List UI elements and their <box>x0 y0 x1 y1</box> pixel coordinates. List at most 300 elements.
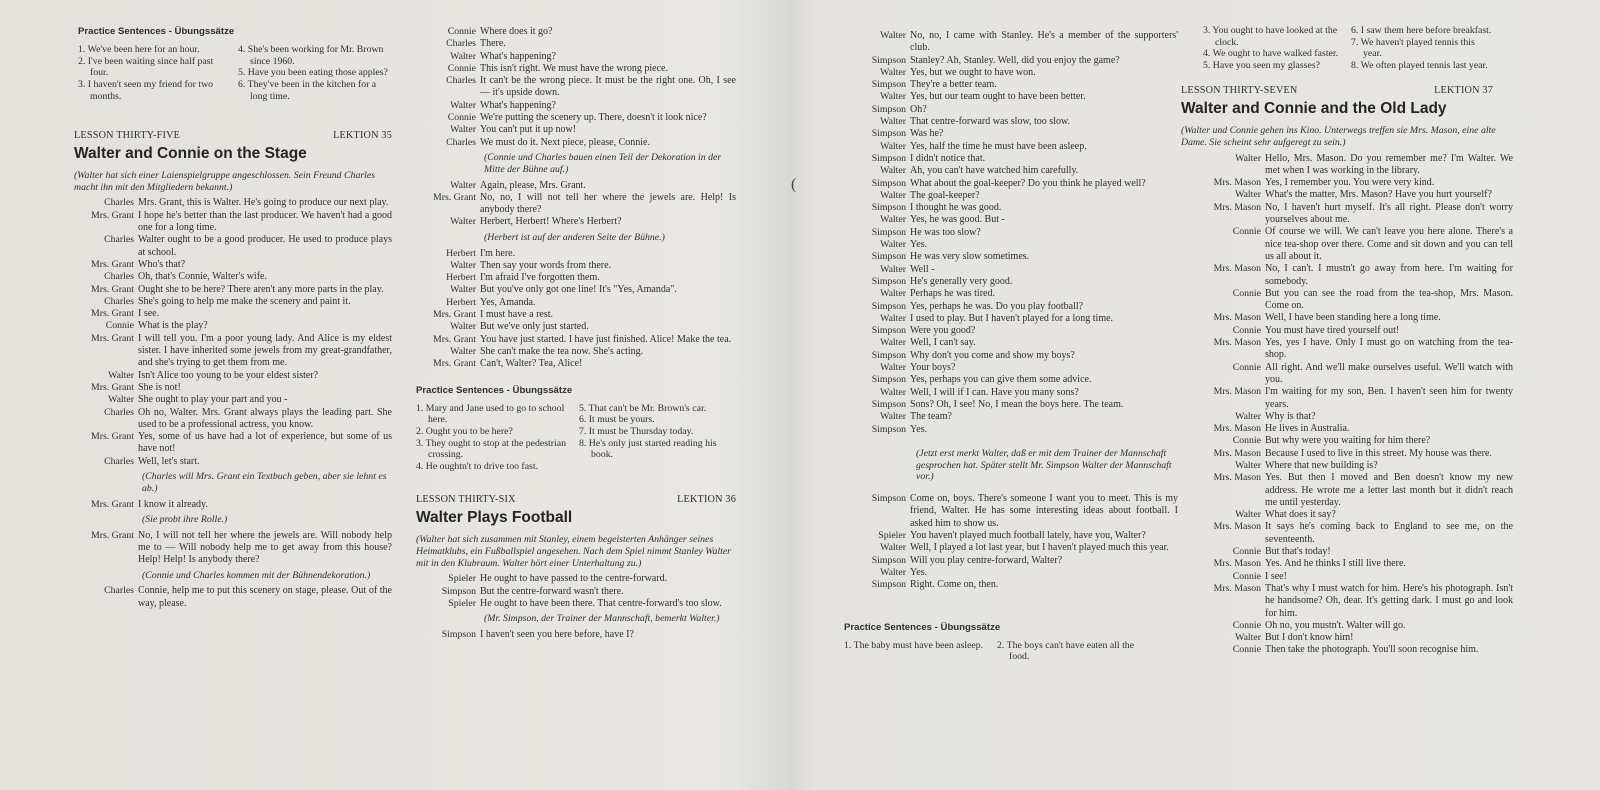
practice-sentence: 6. It must be yours. <box>579 414 655 426</box>
speaker-name: Connie <box>1232 287 1261 299</box>
dialogue-line <box>416 38 736 50</box>
dialogue-text: Because I used to live in this street. My house was there. <box>1265 447 1492 459</box>
practice-sentences <box>78 44 392 102</box>
dialogue-text: I'm here. <box>480 247 516 259</box>
dialogue-text: You have just started. I have just finished. Alice! Make the tea. <box>480 333 732 345</box>
speaker-name: Connie <box>447 112 476 124</box>
speaker-name: Connie <box>1232 324 1261 336</box>
dialogue-line <box>1203 423 1513 435</box>
speaker-name: Walter <box>450 50 476 62</box>
stage-direction: (Herbert ist auf der anderen Seite der Bühne.) <box>484 231 665 243</box>
practice-sentence: 2. Ought you to be here? <box>416 426 513 437</box>
speaker-name: Mrs. Mason <box>1213 521 1261 533</box>
dialogue-line <box>860 288 1178 300</box>
speaker-name: Charles <box>104 295 134 307</box>
dialogue-text: But you've only got one line! It's "Yes, Amanda". <box>480 284 677 296</box>
speaker-name: Herbert <box>446 296 476 308</box>
practice-sentence: 5. Have you seen my glasses? <box>1203 59 1320 71</box>
speaker-name: Walter <box>880 337 906 349</box>
dialogue-text: Oh, that's Connie, Walter's wife. <box>138 271 267 283</box>
dialogue-line <box>860 128 1178 140</box>
speaker-name: Simpson <box>871 103 906 115</box>
dialogue-text: Right. Come on, then. <box>910 579 999 591</box>
dialogue-line <box>74 296 392 308</box>
speaker-name: Herbert <box>446 272 476 284</box>
stage-direction: (Connie und Charles bauen einen Teil der Dekoration in der Mitte der Bühne auf.) <box>484 151 722 175</box>
dialogue-text: I used to play. But I haven't played for a long time. <box>910 312 1114 324</box>
dialogue-text: Oh? <box>910 103 927 115</box>
speaker-name: Walter <box>108 394 134 406</box>
speaker-name: Connie <box>1232 619 1261 631</box>
dialogue-text: You haven't played much football lately, have you, Walter? <box>910 530 1146 542</box>
dialogue-text: Mrs. Grant, this is Walter. He's going to produce our next play. <box>138 197 389 209</box>
speaker-name: Charles <box>104 234 134 246</box>
dialogue-line <box>1203 435 1513 447</box>
speaker-name: Walter <box>1235 410 1261 422</box>
dialogue-text: Yes, but we ought to have won. <box>910 66 1036 78</box>
speaker-name: Connie <box>1232 570 1261 582</box>
speaker-name: Walter <box>880 214 906 226</box>
dialogue-text: It can't be the wrong piece. It must be the right one. Oh, I see — it's upside down. <box>480 75 736 99</box>
dialogue-line <box>1203 288 1513 313</box>
dialogue-line <box>1203 325 1513 337</box>
speaker-name: Mrs. Grant <box>91 258 134 270</box>
dialogue-block <box>74 530 392 567</box>
dialogue-text: What's the matter, Mrs. Mason? Have you hurt yourself? <box>1265 189 1492 201</box>
dialogue-line <box>1203 386 1513 411</box>
speaker-name: Walter <box>880 116 906 128</box>
dialogue-text: We must do it. Next piece, please, Connie. <box>480 136 650 148</box>
practice-sentence: 3. They ought to stop at the pedestrian crossing. <box>416 437 567 461</box>
dialogue-text: He lives in Australia. <box>1265 423 1350 435</box>
dialogue-text: She's going to help me make the scenery and paint it. <box>138 295 351 307</box>
speaker-name: Simpson <box>871 128 906 140</box>
speaker-name: Walter <box>880 386 906 398</box>
speaker-name: Walter <box>880 91 906 103</box>
dialogue-line <box>860 202 1178 214</box>
dialogue-text: Come on, boys. There's someone I want you to meet. This is my friend, Walter. He has some interesting ideas about football. I asked him to show us. <box>910 493 1178 529</box>
practice-heading: Practice Sentences - Übungssätze <box>78 26 235 37</box>
speaker-name: Simpson <box>871 398 906 410</box>
dialogue-line <box>860 153 1178 165</box>
practice-sentences <box>416 403 736 473</box>
practice-sentence: 8. He's only just started reading his book. <box>579 437 717 461</box>
dialogue-text: The team? <box>910 411 952 423</box>
dialogue-text: Perhaps he was tired. <box>910 288 995 300</box>
dialogue-line <box>860 55 1178 67</box>
dialogue-text: I will tell you. I'm a poor young lady. And Alice is my eldest sister. I have inherited some jewels from my great-grandfather, and she's trying to get them from me. <box>138 332 392 369</box>
dialogue-text: There. <box>480 38 506 50</box>
dialogue-line <box>860 251 1178 263</box>
speaker-name: Mrs. Mason <box>1213 423 1261 435</box>
speaker-name: Walter <box>450 259 476 271</box>
speaker-name: Simpson <box>871 374 906 386</box>
speaker-name: Simpson <box>871 54 906 66</box>
speaker-name: Mrs. Grant <box>433 358 476 370</box>
dialogue-line <box>1203 472 1513 509</box>
dialogue-text: Where that new building is? <box>1265 459 1378 471</box>
dialogue-block <box>416 180 736 229</box>
dialogue-line <box>416 586 736 598</box>
speaker-name: Mrs. Grant <box>91 283 134 295</box>
dialogue-text: She ought to play your part and you - <box>138 394 288 406</box>
practice-sentence: 2. I've been waiting since half past four. <box>78 55 214 79</box>
dialogue-text: Yes, perhaps you can give them some advice. <box>910 374 1092 386</box>
speaker-name: Walter <box>880 189 906 201</box>
stage-direction: (Connie und Charles kommen mit der Bühnendekoration.) <box>142 569 371 581</box>
speaker-name: Mrs. Grant <box>91 498 134 510</box>
dialogue-line <box>860 567 1178 579</box>
practice-sentence: 1. Mary and Jane used to go to school here. <box>416 402 565 426</box>
dialogue-line <box>860 141 1178 153</box>
dialogue-line <box>1203 521 1513 546</box>
speaker-name: Walter <box>880 140 906 152</box>
column-3 <box>844 30 1178 663</box>
dialogue-line <box>860 350 1178 362</box>
dialogue-text: Well, I can't say. <box>910 337 976 349</box>
speaker-name: Walter <box>880 165 906 177</box>
dialogue-text: Why don't you come and show my boys? <box>910 349 1075 361</box>
dialogue-line <box>1203 620 1513 632</box>
speaker-name: Mrs. Grant <box>91 529 134 541</box>
speaker-name: Spieler <box>448 573 476 585</box>
dialogue-text: Yes. And he thinks I still live there. <box>1265 558 1406 570</box>
dialogue-line <box>860 227 1178 239</box>
dialogue-text: We're putting the scenery up. There, doesn't it look nice? <box>480 112 707 124</box>
dialogue-text: It says he's coming back to England to see me, on the seventeenth. <box>1265 521 1513 545</box>
practice-sentence: 6. I saw them here before breakfast. <box>1351 25 1492 36</box>
dialogue-text: Walter ought to be a good producer. He used to produce plays at school. <box>138 234 392 258</box>
dialogue-line <box>74 456 392 468</box>
speaker-name: Mrs. Grant <box>433 309 476 321</box>
dialogue-line <box>860 276 1178 288</box>
dialogue-line <box>74 320 392 332</box>
dialogue-text: Yes, he was good. But - <box>910 214 1005 226</box>
practice-sentence: 1. We've been here for an hour. <box>78 44 200 56</box>
speaker-name: Connie <box>1232 644 1261 656</box>
speaker-name: Walter <box>880 263 906 275</box>
speaker-name: Simpson <box>871 251 906 263</box>
dialogue-line <box>860 313 1178 325</box>
speaker-name: Mrs. Mason <box>1213 558 1261 570</box>
practice-sentence: 4. She's been working for Mr. Brown since 1960. <box>238 44 384 67</box>
dialogue-text: Isn't Alice too young to be your eldest sister? <box>138 369 319 381</box>
dialogue-text: I see. <box>138 308 160 320</box>
dialogue-text: Yes, perhaps he was. Do you play football? <box>910 300 1084 312</box>
dialogue-text: Yes. <box>910 239 928 251</box>
speaker-name: Connie <box>1232 435 1261 447</box>
dialogue-text: Herbert, Herbert! Where's Herbert? <box>480 216 622 228</box>
dialogue-line <box>74 210 392 235</box>
speaker-name: Walter <box>1235 189 1261 201</box>
dialogue-line <box>74 407 392 432</box>
dialogue-block <box>74 197 392 468</box>
dialogue-line <box>416 334 736 346</box>
dialogue-line <box>416 629 736 641</box>
speaker-name: Mrs. Grant <box>91 431 134 443</box>
dialogue-text: All right. And we'll make ourselves useful. We'll watch with you. <box>1265 361 1513 385</box>
dialogue-line <box>1203 509 1513 521</box>
dialogue-text: He was too slow? <box>910 226 981 238</box>
dialogue-text: No, no, I will not tell her where the jewels are. Help! Is anybody there? <box>480 191 736 216</box>
speaker-name: Simpson <box>871 152 906 164</box>
speaker-name: Mrs. Mason <box>1213 312 1261 324</box>
dialogue-text: But you can see the road from the tea-shop, Mrs. Mason. Come on. <box>1265 287 1513 312</box>
practice-sentence: 7. It must be Thursday today. <box>579 426 694 437</box>
dialogue-block <box>860 493 1178 591</box>
dialogue-line <box>1203 546 1513 558</box>
dialogue-line <box>860 493 1178 530</box>
dialogue-text: Yes, I remember you. You were very kind. <box>1265 177 1435 189</box>
dialogue-line <box>1203 460 1513 472</box>
intro-note: (Walter hat sich zusammen mit Stanley, einem begeisterten Anhänger seines Heimatklubs, ein Fußballspiel angesehen. Nach dem Spiel nimmt Stanley Walter mit in den Klubraum. Walter hört einer Unterhaltung zu.) <box>416 533 731 569</box>
dialogue-line <box>860 79 1178 91</box>
dialogue-line <box>416 192 736 217</box>
dialogue-line <box>860 424 1178 436</box>
dialogue-text: Can't, Walter? Tea, Alice! <box>480 358 583 370</box>
speaker-name: Walter <box>880 312 906 324</box>
stage-direction: (Mr. Simpson, der Trainer der Mannschaft, bemerkt Walter.) <box>484 613 720 625</box>
dialogue-line <box>860 325 1178 337</box>
dialogue-text: He ought to have passed to the centre-forward. <box>480 573 668 585</box>
speaker-name: Mrs. Mason <box>1213 386 1261 398</box>
speaker-name: Walter <box>880 362 906 374</box>
dialogue-text: What is the play? <box>138 320 208 332</box>
speaker-name: Mrs. Mason <box>1213 263 1261 275</box>
lesson-title: Walter and Connie and the Old Lady <box>1181 99 1447 117</box>
dialogue-text: Well, let's start. <box>138 455 200 467</box>
dialogue-text: Oh no, Walter. Mrs. Grant always plays the leading part. She used to be a professional actress, you know. <box>138 406 392 430</box>
dialogue-line <box>1203 263 1513 288</box>
dialogue-line <box>860 214 1178 226</box>
dialogue-line <box>416 358 736 370</box>
dialogue-text: But the centre-forward wasn't there. <box>480 585 624 597</box>
dialogue-text: Well, I will if I can. Have you many sons? <box>910 386 1079 398</box>
dialogue-text: Were you good? <box>910 325 976 337</box>
dialogue-line <box>1203 583 1513 620</box>
lesson-header: LESSON THIRTY-FIVE LEKTION 35 <box>74 130 392 142</box>
dialogue-text: But that's today! <box>1265 546 1331 558</box>
dialogue-text: No, I can't. I mustn't go away from here. I'm waiting for somebody. <box>1265 263 1513 287</box>
practice-sentence: 2. The boys can't have eaten all the food. <box>997 639 1135 663</box>
practice-heading: Practice Sentences - Übungssätze <box>416 384 573 396</box>
speaker-name: Simpson <box>871 325 906 337</box>
practice-sentences <box>844 640 1144 663</box>
dialogue-text: Yes. <box>910 423 928 435</box>
dialogue-line <box>860 91 1178 103</box>
practice-sentence: 5. That can't be Mr. Brown's car. <box>579 402 707 414</box>
speaker-name: Mrs. Mason <box>1213 337 1261 349</box>
dialogue-text: He was very slow sometimes. <box>910 251 1030 263</box>
dialogue-line <box>416 321 736 333</box>
dialogue-line <box>416 309 736 321</box>
dialogue-line <box>74 234 392 259</box>
speaker-name: Simpson <box>871 79 906 91</box>
speaker-name: Connie <box>1232 226 1261 238</box>
column-2 <box>416 26 736 641</box>
dialogue-text: She is not! <box>138 381 181 393</box>
speaker-name: Walter <box>880 542 906 554</box>
intro-note: (Walter hat sich einer Laienspielgruppe angeschlossen. Sein Freund Charles macht ihn mit den Mitgliedern bekannt.) <box>74 169 376 193</box>
dialogue-text: Well, I played a lot last year, but I haven't played much this year. <box>910 542 1169 554</box>
dialogue-text: Yes, Amanda. <box>480 296 536 308</box>
speaker-name: Connie <box>105 320 134 332</box>
speaker-name: Walter <box>108 369 134 381</box>
speaker-name: Simpson <box>871 423 906 435</box>
intro-note: (Walter und Connie gehen ins Kino. Unterwegs treffen sie Mrs. Mason, eine alte Dame. Sie scheint sehr aufgeregt zu sein.) <box>1181 124 1496 148</box>
dialogue-line <box>860 579 1178 591</box>
dialogue-text: You must have tired yourself out! <box>1265 324 1400 336</box>
speaker-name: Mrs. Mason <box>1213 177 1261 189</box>
speaker-name: Charles <box>446 75 476 87</box>
dialogue-text: Why is that? <box>1265 410 1316 422</box>
dialogue-line <box>416 598 736 610</box>
practice-sentence: 3. I haven't seen my friend for two months. <box>78 79 214 102</box>
dialogue-text: I see! <box>1265 570 1287 582</box>
dialogue-line <box>1203 411 1513 423</box>
dialogue-text: Who's that? <box>138 258 186 270</box>
speaker-name: Mrs. Mason <box>1213 201 1261 213</box>
dialogue-line <box>860 387 1178 399</box>
dialogue-text: But why were you waiting for him there? <box>1265 435 1431 447</box>
dialogue-text: But I don't know him! <box>1265 632 1354 644</box>
dialogue-block <box>74 499 392 511</box>
dialogue-line <box>416 124 736 136</box>
dialogue-text: Yes. But then I moved and Ben doesn't know my new address. He wrote me a letter last month but it didn't reach me until yesterday. <box>1265 472 1513 508</box>
dialogue-text: He ought to have been there. That centre-forward's too slow. <box>480 597 722 609</box>
speaker-name: Mrs. Mason <box>1213 472 1261 484</box>
speaker-name: Walter <box>880 239 906 251</box>
dialogue-text: No, I haven't hurt myself. It's all right. Please don't worry yourselves about me. <box>1265 201 1513 226</box>
dialogue-text: Yes, some of us have had a lot of experience, but some of us have not! <box>138 431 392 455</box>
dialogue-line <box>860 165 1178 177</box>
dialogue-text: Ought she to be here? There aren't any more parts in the play. <box>138 283 384 295</box>
dialogue-line <box>74 284 392 296</box>
dialogue-line <box>74 431 392 456</box>
lesson-header: LESSON THIRTY-SEVEN LEKTION 37 <box>1181 85 1493 97</box>
dialogue-line <box>860 399 1178 411</box>
speaker-name: Walter <box>450 179 476 191</box>
speaker-name: Walter <box>880 566 906 578</box>
dialogue-line <box>860 411 1178 423</box>
dialogue-text: Again, please, Mrs. Grant. <box>480 179 586 191</box>
practice-sentence: 4. We ought to have walked faster. <box>1203 48 1339 60</box>
dialogue-line <box>416 51 736 63</box>
dialogue-text: Was he? <box>910 128 944 140</box>
dialogue-line <box>1203 632 1513 644</box>
speaker-name: Walter <box>450 216 476 228</box>
dialogue-text: He's generally very good. <box>910 275 1013 287</box>
column-1 <box>74 26 392 610</box>
speaker-name: Charles <box>104 406 134 418</box>
dialogue-line <box>860 264 1178 276</box>
practice-sentence: 3. You ought to have looked at the clock. <box>1203 25 1338 48</box>
speaker-name: Simpson <box>441 585 476 597</box>
dialogue-line <box>74 382 392 394</box>
dialogue-line <box>416 137 736 149</box>
speaker-name: Mrs. Grant <box>91 381 134 393</box>
speaker-name: Spieler <box>448 597 476 609</box>
speaker-name: Charles <box>104 271 134 283</box>
speaker-name: Charles <box>446 38 476 50</box>
speaker-name: Walter <box>880 288 906 300</box>
dialogue-line <box>416 180 736 192</box>
dialogue-block <box>416 573 736 610</box>
dialogue-text: This isn't right. We must have the wrong piece. <box>480 62 668 74</box>
dialogue-line <box>860 374 1178 386</box>
dialogue-line <box>74 259 392 271</box>
practice-sentence: 4. He oughtn't to drive too fast. <box>416 460 539 472</box>
speaker-name: Connie <box>1232 546 1261 558</box>
dialogue-text: Of course we will. We can't leave you here alone. There's a nice tea-shop over there. Come and sit down and you can tell us all about it. <box>1265 226 1513 262</box>
dialogue-text: But we've only just started. <box>480 321 589 333</box>
dialogue-line <box>1203 153 1513 178</box>
dialogue-line <box>860 301 1178 313</box>
dialogue-text: They're a better team. <box>910 79 997 91</box>
dialogue-line <box>416 573 736 585</box>
dialogue-text: Then take the photograph. You'll soon recognise him. <box>1265 644 1479 656</box>
dialogue-line <box>860 178 1178 190</box>
dialogue-line <box>416 248 736 260</box>
dialogue-line <box>860 530 1178 542</box>
dialogue-text: That's why I must watch for him. Here's his photograph. Isn't he handsome? Oh, dear. It's getting dark. I must go and look for him. <box>1265 582 1513 619</box>
speaker-name: Simpson <box>871 177 906 189</box>
speaker-name: Simpson <box>871 300 906 312</box>
speaker-name: Mrs. Grant <box>433 191 476 203</box>
dialogue-line <box>860 362 1178 374</box>
lesson-title: Walter Plays Football <box>416 508 573 526</box>
speaker-name: Simpson <box>871 493 906 505</box>
dialogue-block <box>1203 153 1513 657</box>
dialogue-line <box>860 30 1178 55</box>
dialogue-line <box>1203 177 1513 189</box>
dialogue-line <box>860 337 1178 349</box>
speaker-name: Charles <box>446 136 476 148</box>
dialogue-text: Stanley? Ah, Stanley. Well, did you enjoy the game? <box>910 54 1120 66</box>
dialogue-line <box>416 272 736 284</box>
dialogue-line <box>74 499 392 511</box>
stage-direction: (Jetzt erst merkt Walter, daß er mit dem Trainer der Mannschaft gesprochen hat. Später stellt Mr. Simpson Walter der Mannschaft vor.) <box>916 447 1172 483</box>
dialogue-text: No, no, I came with Stanley. He's a member of the supporters' club. <box>910 30 1178 54</box>
dialogue-text: Your boys? <box>910 362 956 374</box>
dialogue-block <box>416 629 736 641</box>
dialogue-text: Yes, but our team ought to have been better. <box>910 91 1086 103</box>
dialogue-line <box>1203 337 1513 362</box>
dialogue-text: Where does it go? <box>480 26 553 37</box>
dialogue-text: Yes, yes I have. Only I must go on watching from the tea-shop. <box>1265 337 1513 361</box>
dialogue-text: Well - <box>910 263 935 275</box>
dialogue-line <box>860 104 1178 116</box>
dialogue-line <box>416 216 736 228</box>
dialogue-text: I hope he's better than the last producer. We haven't had a good one for a long time. <box>138 209 392 234</box>
dialogue-line <box>1203 644 1513 656</box>
dialogue-line <box>416 260 736 272</box>
dialogue-line <box>416 284 736 296</box>
dialogue-line <box>74 370 392 382</box>
practice-sentence: 5. Have you been eating those apples? <box>238 67 388 79</box>
speaker-name: Connie <box>1232 361 1261 373</box>
practice-sentence: 7. We haven't played tennis this year. <box>1351 36 1475 60</box>
dialogue-line <box>74 333 392 370</box>
speaker-name: Walter <box>1235 632 1261 644</box>
dialogue-text: Yes, half the time he must have been asleep. <box>910 140 1087 152</box>
dialogue-line <box>860 190 1178 202</box>
dialogue-text: What does it say? <box>1265 509 1336 521</box>
speaker-name: Walter <box>450 321 476 333</box>
speaker-name: Walter <box>1235 509 1261 521</box>
dialogue-line <box>1203 558 1513 570</box>
speaker-name: Walter <box>450 284 476 296</box>
